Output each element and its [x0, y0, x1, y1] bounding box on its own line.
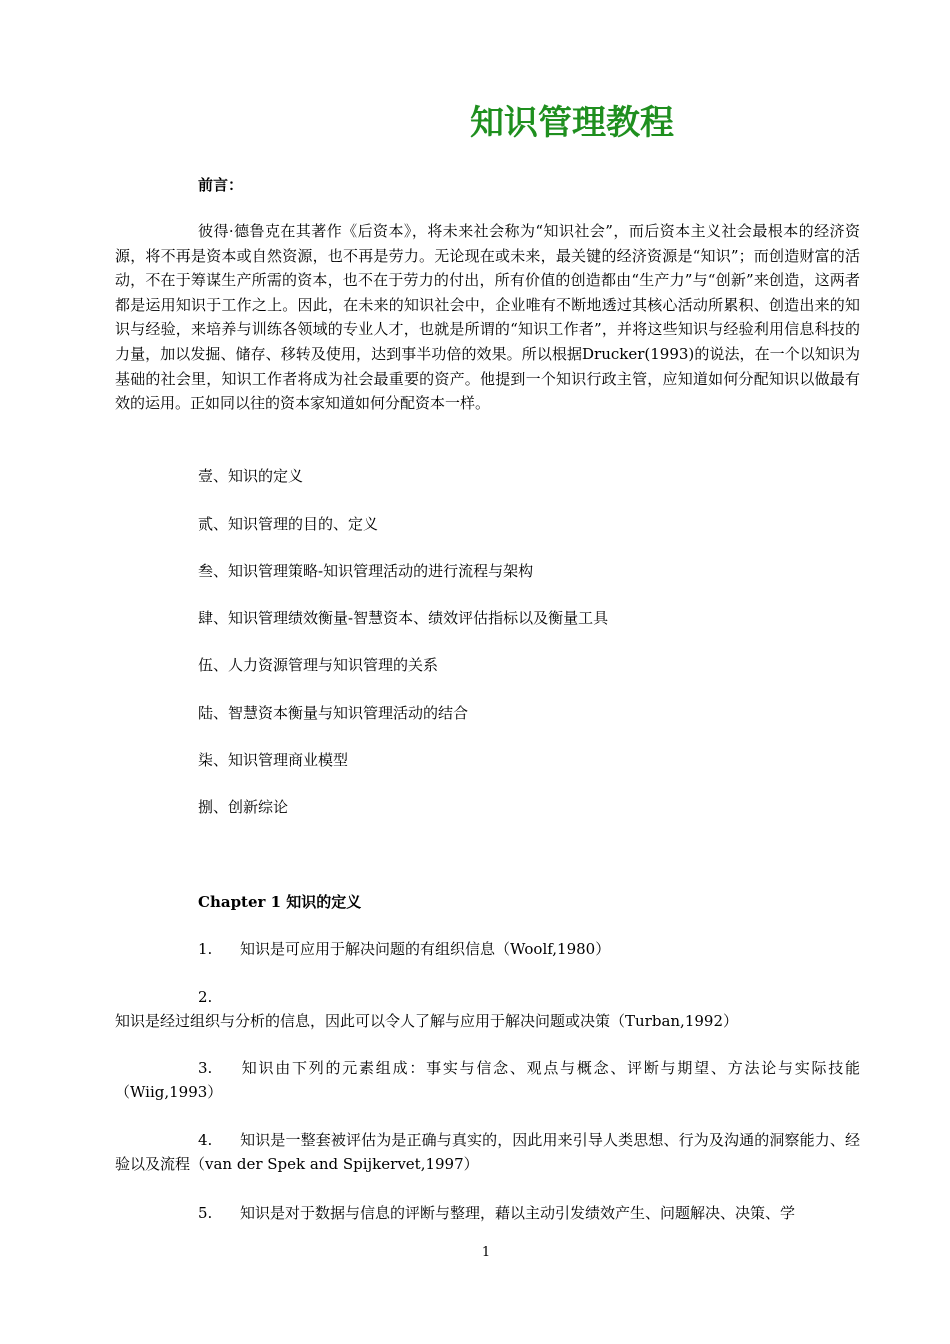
- definition-number: 4.: [198, 1131, 213, 1149]
- document-title: 知识管理教程: [470, 103, 674, 143]
- definition-number: 3.: [198, 1059, 213, 1077]
- definition-item-4: [115, 1128, 860, 1176]
- definition-number: 1.: [198, 940, 213, 958]
- definition-item-3: [115, 1056, 860, 1104]
- definition-item-1: [115, 937, 860, 961]
- definition-text: 知识是经过组织与分析的信息，因此可以令人了解与应用于解决问题或决策（Turban,1992）: [115, 1012, 738, 1030]
- chapter-heading: Chapter 1 知识的定义: [198, 893, 362, 911]
- preface-paragraph: 彼得·德鲁克在其著作《后资本》，将未来社会称为“知识社会”，而后资本主义社会最根本的经济资源，将不再是资本或自然资源，也不再是劳力。无论现在或未来，最关键的经济资源是“知识”；而创造财富的活动，不在于筹谋生产所需的资本，也不在于劳力的付出，所有价值的创造都由“生产力”与“创新”来创造，这两者都是运用知识于工作之上。因此，在未来的知识社会中，企业唯有不断地透过其核心活动所累积、创造出来的知识与经验，来培养与训练各领域的专业人才，也就是所谓的“知识工作者”，并将这些知识与经验利用信息科技的力量，加以发掘、储存、移转及使用，达到事半功倍的效果。所以根据Drucker(1993)的说法，在一个以知识为基础的社会里，知识工作者将成为社会最重要的资产。他提到一个知识行政主管，应知道如何分配知识以做最有效的运用。正如同以往的资本家知道如何分配资本一样。: [115, 222, 860, 413]
- toc-item-7: 柒、知识管理商业模型: [198, 751, 349, 769]
- toc-item-1: 壹、知识的定义: [198, 467, 304, 485]
- toc-item-4: 肆、知识管理绩效衡量-智慧资本、绩效评估指标以及衡量工具: [198, 609, 609, 627]
- definition-text: 知识是一整套被评估为是正确与真实的，因此用来引导人类思想、行为及沟通的洞察能力、经验以及流程（van der Spek and Spijkervet,1997）: [115, 1131, 860, 1173]
- definition-item-5: [115, 1201, 860, 1225]
- preface-label: 前言：: [198, 176, 244, 194]
- definition-number: 5.: [198, 1204, 213, 1222]
- toc-item-6: 陆、智慧资本衡量与知识管理活动的结合: [198, 704, 469, 722]
- definition-text: 知识由下列的元素组成：事实与信念、观点与概念、评断与期望、方法论与实际技能（Wiig,1993）: [115, 1059, 860, 1101]
- definition-text: 知识是可应用于解决问题的有组织信息（Woolf,1980）: [240, 940, 611, 958]
- definition-number: 2.: [198, 988, 213, 1006]
- toc-item-3: 叁、知识管理策略-知识管理活动的进行流程与架构: [198, 562, 534, 580]
- toc-item-5: 伍、人力资源管理与知识管理的关系: [198, 656, 439, 674]
- definition-text: 知识是对于数据与信息的评断与整理，藉以主动引发绩效产生、问题解决、决策、学: [240, 1204, 796, 1222]
- toc-item-8: 捌、创新综论: [198, 798, 289, 816]
- definition-item-2: [115, 985, 860, 1033]
- page-number: 1: [481, 1245, 491, 1260]
- toc-item-2: 贰、知识管理的目的、定义: [198, 515, 379, 533]
